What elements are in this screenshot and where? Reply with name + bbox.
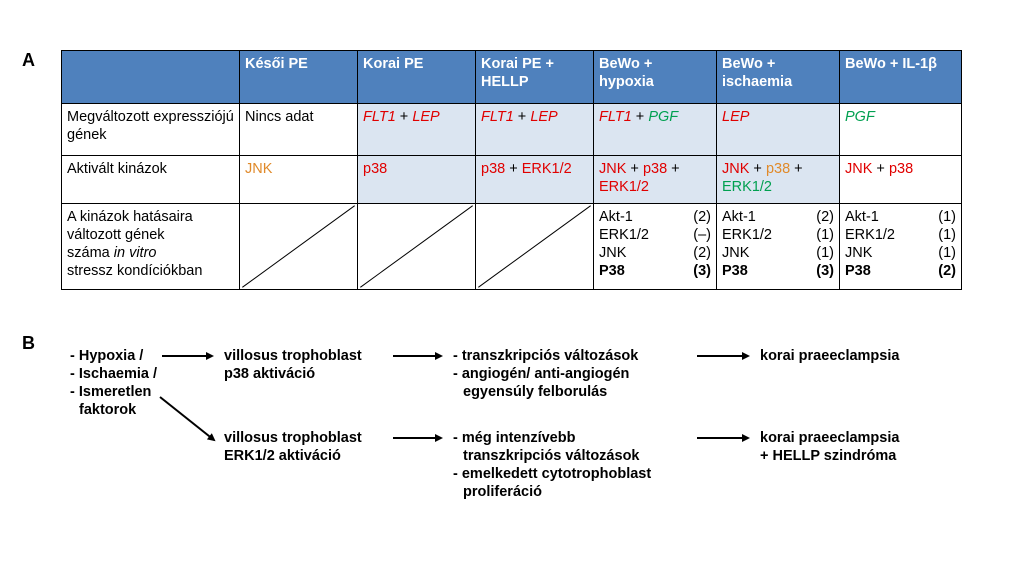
arrow-diagonal-icon <box>160 397 214 440</box>
gene-lep: LEP <box>722 109 750 125</box>
header-kesoi-pe: Késői PE <box>240 51 358 104</box>
count-row: ERK1/2 (1) <box>845 227 956 243</box>
cause-item: - Ismeretlen <box>70 384 152 400</box>
row-kinases <box>62 156 962 204</box>
row-genes-label: Megváltozott expressziójú gének <box>62 104 240 156</box>
cause-item: faktorok <box>79 402 137 418</box>
kinase-hypoxia <box>594 156 717 204</box>
diagonal-line-icon <box>476 204 593 289</box>
no-data-cell <box>476 204 594 290</box>
plus: + <box>872 161 889 177</box>
genes-korai <box>358 104 476 156</box>
header-bewo-ischaemia: BeWo + ischaemia <box>717 51 840 104</box>
kinase-kesoi <box>240 156 358 204</box>
row-changed-genes <box>62 204 962 290</box>
kinase-hellp <box>476 156 594 204</box>
kinase-ischaemia <box>717 156 840 204</box>
header-korai-pe-hellp: Korai PE + HELLP <box>476 51 594 104</box>
header-korai-pe: Korai PE <box>358 51 476 104</box>
count-row: ERK1/2 (1) <box>722 227 834 243</box>
label-line: A kinázok hatásaira <box>67 209 193 225</box>
gene-flt1: FLT1 <box>363 109 396 125</box>
kinase-p38: p38 <box>888 161 914 177</box>
count-row: JNK (1) <box>845 245 956 261</box>
header-bewo-il1b: BeWo + IL-1β <box>840 51 962 104</box>
no-data-cell <box>358 204 476 290</box>
kinase-erk: ERK1/2 <box>521 161 572 177</box>
kinase-table <box>61 50 962 290</box>
header-empty <box>62 51 240 104</box>
gene-flt1: FLT1 <box>481 109 514 125</box>
kinase-p38: p38 <box>481 161 506 177</box>
path1-effects: - transzkripciós változások - angiogén/ anti-angiogén egyensúly felborulás <box>453 348 639 400</box>
count-row: JNK (1) <box>722 245 834 261</box>
label-line: stressz kondíciókban <box>67 263 203 279</box>
label-line: száma <box>67 245 114 261</box>
path1-result: korai praeeclampsia <box>760 348 900 364</box>
path2-result: korai praeeclampsia + HELLP szindróma <box>760 430 900 464</box>
kinase-il1b <box>840 156 962 204</box>
count-row: P38 (2) <box>845 263 956 279</box>
path1-activation: villosus trophoblast p38 aktiváció <box>224 348 362 382</box>
path2-activation: villosus trophoblast ERK1/2 aktiváció <box>224 430 362 464</box>
row-kinases-label: Aktivált kinázok <box>62 156 240 204</box>
plus: + <box>505 161 522 177</box>
kinase-jnk: JNK <box>722 161 750 177</box>
count-row: ERK1/2 (–) <box>599 227 711 243</box>
kinase-p38: p38 <box>642 161 668 177</box>
kinase-erk: ERK1/2 <box>599 179 649 195</box>
plus: + <box>513 109 531 125</box>
kinase-erk: ERK1/2 <box>722 179 772 195</box>
count-row: JNK (2) <box>599 245 711 261</box>
gene-lep: LEP <box>530 109 558 125</box>
label-line: változott gének <box>67 227 165 243</box>
label-in-vitro: in vitro <box>113 245 157 261</box>
plus: + <box>790 161 803 177</box>
table-header-row <box>62 51 962 104</box>
count-row: P38 (3) <box>599 263 711 279</box>
count-row: Akt-1 (2) <box>722 209 834 225</box>
plus: + <box>667 161 680 177</box>
plus: + <box>749 161 766 177</box>
plus: + <box>626 161 643 177</box>
plus: + <box>395 109 413 125</box>
genes-kesoi: Nincs adat <box>240 104 358 156</box>
counts-hypoxia <box>594 204 717 290</box>
plus: + <box>631 109 649 125</box>
gene-flt1: FLT1 <box>599 109 632 125</box>
causes-list <box>70 347 157 419</box>
panel-b-label: B <box>22 333 35 353</box>
genes-hellp <box>476 104 594 156</box>
counts-ischaemia <box>717 204 840 290</box>
kinase-korai <box>358 156 476 204</box>
panel-a-label: A <box>22 50 35 70</box>
row-genes <box>62 104 962 156</box>
no-data-cell <box>240 204 358 290</box>
path2-effects: - még intenzívebb transzkripciós változások - emelkedett cytotrophoblast proliferáció <box>453 430 652 500</box>
kinase-jnk: JNK <box>599 161 627 177</box>
row-changed-genes-label <box>62 204 240 290</box>
count-row: Akt-1 (1) <box>845 209 956 225</box>
gene-pgf: PGF <box>845 109 875 125</box>
cause-item: - Hypoxia / <box>70 348 144 364</box>
counts-il1b <box>840 204 962 290</box>
count-row: P38 (3) <box>722 263 834 279</box>
genes-il1b <box>840 104 962 156</box>
kinase-p38: p38 <box>363 161 388 177</box>
count-row: Akt-1 (2) <box>599 209 711 225</box>
genes-hypoxia <box>594 104 717 156</box>
kinase-jnk: JNK <box>845 161 873 177</box>
diagonal-line-icon <box>358 204 475 289</box>
header-bewo-hypoxia: BeWo + hypoxia <box>594 51 717 104</box>
diagonal-line-icon <box>240 204 357 289</box>
gene-lep: LEP <box>412 109 440 125</box>
genes-ischaemia <box>717 104 840 156</box>
gene-pgf: PGF <box>648 109 679 125</box>
cause-item: - Ischaemia / <box>70 366 158 382</box>
kinase-p38: p38 <box>765 161 791 177</box>
kinase-jnk: JNK <box>245 161 273 177</box>
